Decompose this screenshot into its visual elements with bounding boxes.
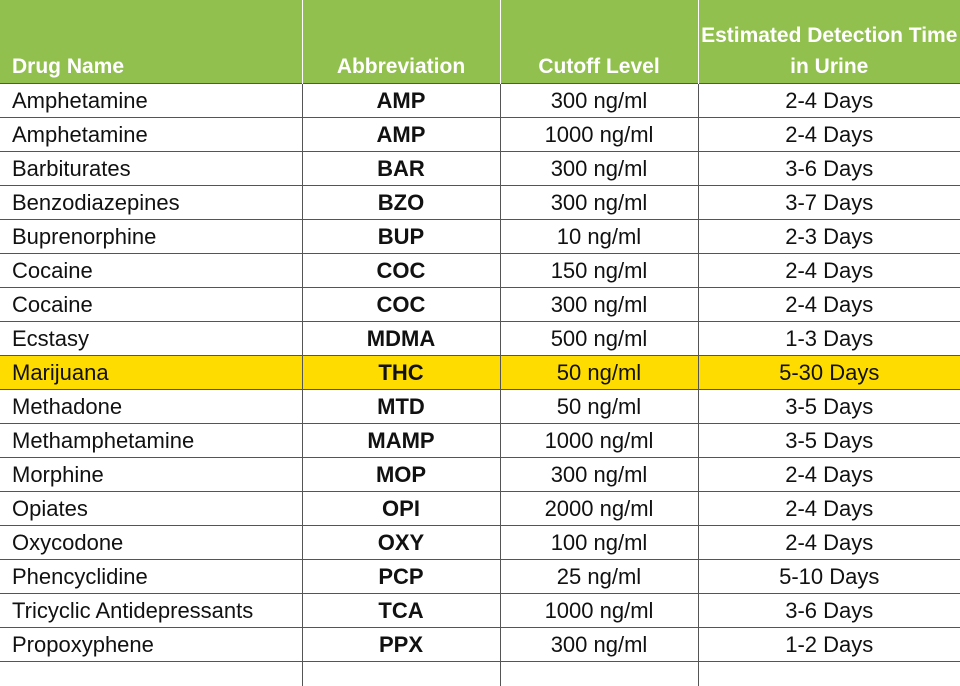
abbreviation-cell: COC [302, 288, 500, 322]
table-row [0, 560, 960, 594]
cutoff-level-cell: 1000 ng/ml [500, 424, 698, 458]
cutoff-level-cell: 1000 ng/ml [500, 118, 698, 152]
table-row [0, 424, 960, 458]
abbreviation-cell: AMP [302, 118, 500, 152]
detection-time-cell: 2-4 Days [698, 288, 960, 322]
abbreviation-cell: MOP [302, 458, 500, 492]
cutoff-level-cell: 150 ng/ml [500, 254, 698, 288]
header-cutoff-level: Cutoff Level [500, 0, 698, 84]
table-row [0, 492, 960, 526]
cutoff-level-cell: 300 ng/ml [500, 288, 698, 322]
detection-time-cell: 5-10 Days [698, 560, 960, 594]
detection-time-cell: 3-6 Days [698, 152, 960, 186]
table-row [0, 390, 960, 424]
cutoff-level-cell: 50 ng/ml [500, 390, 698, 424]
detection-time-cell: 2-4 Days [698, 84, 960, 118]
cutoff-level-cell: 1000 ng/ml [500, 594, 698, 628]
table-row [0, 322, 960, 356]
drug-name-cell: Tricyclic Antidepressants [0, 594, 302, 628]
drug-name-cell: Cocaine [0, 288, 302, 322]
table-row [0, 118, 960, 152]
detection-time-cell: 3-5 Days [698, 424, 960, 458]
empty-cell [698, 662, 960, 686]
drug-name-cell: Benzodiazepines [0, 186, 302, 220]
drug-name-cell: Amphetamine [0, 118, 302, 152]
empty-cell [500, 662, 698, 686]
cutoff-level-cell: 500 ng/ml [500, 322, 698, 356]
header-detection-time: Estimated Detection Time in Urine [698, 0, 960, 84]
cutoff-level-cell: 50 ng/ml [500, 356, 698, 390]
detection-time-cell: 2-4 Days [698, 458, 960, 492]
drug-name-cell: Barbiturates [0, 152, 302, 186]
drug-name-cell: Methamphetamine [0, 424, 302, 458]
drug-name-cell: Opiates [0, 492, 302, 526]
abbreviation-cell: BUP [302, 220, 500, 254]
table-row [0, 628, 960, 662]
detection-time-cell: 3-7 Days [698, 186, 960, 220]
cutoff-level-cell: 2000 ng/ml [500, 492, 698, 526]
empty-row [0, 662, 960, 686]
abbreviation-cell: TCA [302, 594, 500, 628]
table-body [0, 84, 960, 686]
table-row [0, 84, 960, 118]
cutoff-level-cell: 25 ng/ml [500, 560, 698, 594]
drug-name-cell: Amphetamine [0, 84, 302, 118]
detection-time-cell: 2-4 Days [698, 492, 960, 526]
drug-name-cell: Buprenorphine [0, 220, 302, 254]
table-row [0, 356, 960, 390]
detection-time-cell: 2-4 Days [698, 118, 960, 152]
drug-name-cell: Oxycodone [0, 526, 302, 560]
cutoff-level-cell: 300 ng/ml [500, 84, 698, 118]
table-row [0, 288, 960, 322]
cutoff-level-cell: 100 ng/ml [500, 526, 698, 560]
cutoff-level-cell: 300 ng/ml [500, 628, 698, 662]
table-row [0, 526, 960, 560]
abbreviation-cell: BZO [302, 186, 500, 220]
drug-name-cell: Morphine [0, 458, 302, 492]
header-abbreviation: Abbreviation [302, 0, 500, 84]
detection-time-cell: 3-6 Days [698, 594, 960, 628]
cutoff-level-cell: 300 ng/ml [500, 458, 698, 492]
detection-time-cell: 2-4 Days [698, 526, 960, 560]
drug-name-cell: Phencyclidine [0, 560, 302, 594]
cutoff-level-cell: 10 ng/ml [500, 220, 698, 254]
detection-time-cell: 1-3 Days [698, 322, 960, 356]
drug-name-cell: Cocaine [0, 254, 302, 288]
empty-cell [0, 662, 302, 686]
abbreviation-cell: COC [302, 254, 500, 288]
drug-name-cell: Ecstasy [0, 322, 302, 356]
drug-name-cell: Marijuana [0, 356, 302, 390]
abbreviation-cell: MTD [302, 390, 500, 424]
abbreviation-cell: OPI [302, 492, 500, 526]
abbreviation-cell: THC [302, 356, 500, 390]
detection-time-cell: 1-2 Days [698, 628, 960, 662]
drug-name-cell: Propoxyphene [0, 628, 302, 662]
header-row [0, 0, 960, 84]
table-row [0, 458, 960, 492]
detection-time-cell: 2-3 Days [698, 220, 960, 254]
cutoff-level-cell: 300 ng/ml [500, 152, 698, 186]
detection-time-cell: 5-30 Days [698, 356, 960, 390]
table-row [0, 254, 960, 288]
abbreviation-cell: MAMP [302, 424, 500, 458]
cutoff-level-cell: 300 ng/ml [500, 186, 698, 220]
table-row [0, 220, 960, 254]
detection-time-cell: 3-5 Days [698, 390, 960, 424]
header-drug-name: Drug Name [0, 0, 302, 84]
table-row [0, 186, 960, 220]
table-row [0, 594, 960, 628]
abbreviation-cell: PCP [302, 560, 500, 594]
abbreviation-cell: PPX [302, 628, 500, 662]
drug-name-cell: Methadone [0, 390, 302, 424]
abbreviation-cell: MDMA [302, 322, 500, 356]
abbreviation-cell: BAR [302, 152, 500, 186]
table-row [0, 152, 960, 186]
empty-cell [302, 662, 500, 686]
detection-time-cell: 2-4 Days [698, 254, 960, 288]
abbreviation-cell: AMP [302, 84, 500, 118]
abbreviation-cell: OXY [302, 526, 500, 560]
